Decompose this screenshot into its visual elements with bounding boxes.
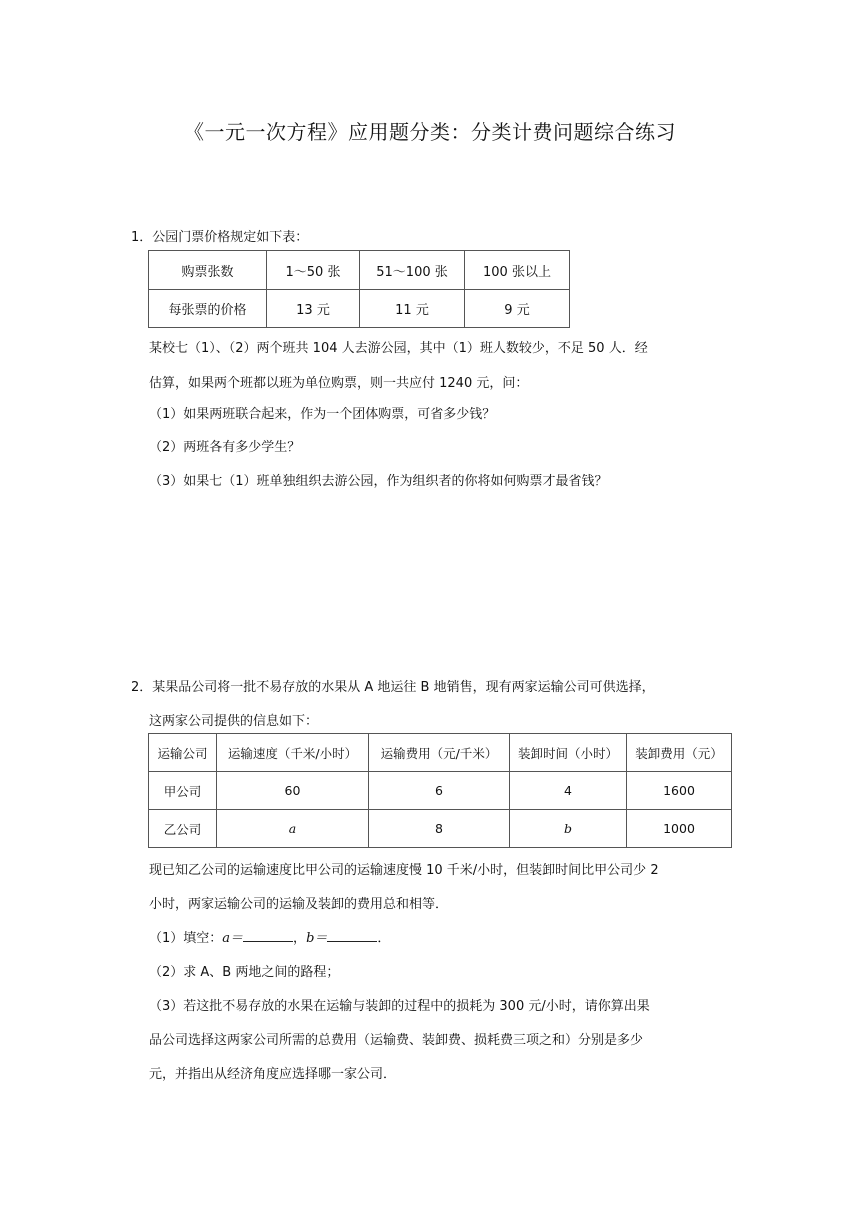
table-row	[149, 772, 732, 810]
table-cell: 11 元	[360, 290, 465, 328]
table-cell: 乙公司	[149, 810, 217, 848]
table-cell: 8	[369, 810, 510, 848]
table-header-cell: 运输速度（千米/小时）	[217, 734, 369, 772]
table-cell: 1～50 张	[267, 251, 360, 290]
table-cell: 60	[217, 772, 369, 810]
table-row	[149, 251, 570, 290]
q1-sub2: （2）两班各有多少学生？	[149, 440, 301, 455]
q2-text-line2: 小时，两家运输公司的运输及装卸的费用总和相等．	[149, 897, 449, 912]
table-cell: a	[217, 810, 369, 848]
table-cell: 每张票的价格	[149, 290, 267, 328]
answer-blank-a[interactable]	[243, 929, 293, 942]
q2-transport-table	[148, 733, 732, 848]
q2-sub1-b-label: b＝	[306, 931, 328, 946]
table-row	[149, 290, 570, 328]
table-cell: b	[510, 810, 627, 848]
q1-price-table	[148, 250, 570, 328]
table-cell: 6	[369, 772, 510, 810]
q2-text-line1: 现已知乙公司的运输速度比甲公司的运输速度慢 10 千米/小时，但装卸时间比甲公司少 2	[149, 863, 659, 878]
q2-sub1-prefix: （1）填空：	[149, 931, 223, 946]
table-cell: 1000	[627, 810, 732, 848]
table-cell: 购票张数	[149, 251, 267, 290]
table-cell: 甲公司	[149, 772, 217, 810]
table-cell: 13 元	[267, 290, 360, 328]
table-cell: 4	[510, 772, 627, 810]
q1-text-line1: 某校七（1）、（2）两个班共 104 人去游公园，其中（1）班人数较少，不足 50 人．经	[149, 341, 648, 356]
q2-sub1-sep: ，	[293, 931, 307, 946]
q1-text-line2: 估算，如果两个班都以班为单位购票，则一共应付 1240 元，问：	[149, 376, 529, 391]
table-cell: 9 元	[465, 290, 570, 328]
q2-sub1-end: ．	[377, 931, 391, 946]
table-cell: 100 张以上	[465, 251, 570, 290]
q2-sub3-line2: 品公司选择这两家公司所需的总费用（运输费、装卸费、损耗费三项之和）分别是多少	[149, 1033, 644, 1048]
q2-intro-line1: 2．某果品公司将一批不易存放的水果从 A 地运往 B 地销售，现有两家运输公司可供选择，	[131, 680, 655, 695]
table-header-row	[149, 734, 732, 772]
answer-blank-b[interactable]	[327, 929, 377, 942]
table-row	[149, 810, 732, 848]
q2-intro-line2: 这两家公司提供的信息如下：	[149, 714, 319, 729]
table-cell: 51～100 张	[360, 251, 465, 290]
q2-sub2: （2）求 A、B 两地之间的路程；	[149, 965, 340, 980]
table-header-cell: 运输公司	[149, 734, 217, 772]
table-header-cell: 装卸费用（元）	[627, 734, 732, 772]
q2-sub1	[149, 927, 390, 946]
table-header-cell: 运输费用（元/千米）	[369, 734, 510, 772]
q1-intro: 1．公园门票价格规定如下表：	[131, 230, 309, 245]
table-cell: 1600	[627, 772, 732, 810]
table-header-cell: 装卸时间（小时）	[510, 734, 627, 772]
q1-sub3: （3）如果七（1）班单独组织去游公园，作为组织者的你将如何购票才最省钱？	[149, 474, 608, 489]
q2-sub1-a-label: a＝	[222, 931, 244, 946]
q2-sub3-line3: 元，并指出从经济角度应选择哪一家公司．	[149, 1067, 397, 1082]
q2-sub3-line1: （3）若这批不易存放的水果在运输与装卸的过程中的损耗为 300 元/小时，请你算出果	[149, 999, 650, 1014]
page-title: 《一元一次方程》应用题分类：分类计费问题综合练习	[184, 120, 676, 144]
q1-sub1: （1）如果两班联合起来，作为一个团体购票，可省多少钱？	[149, 407, 496, 422]
